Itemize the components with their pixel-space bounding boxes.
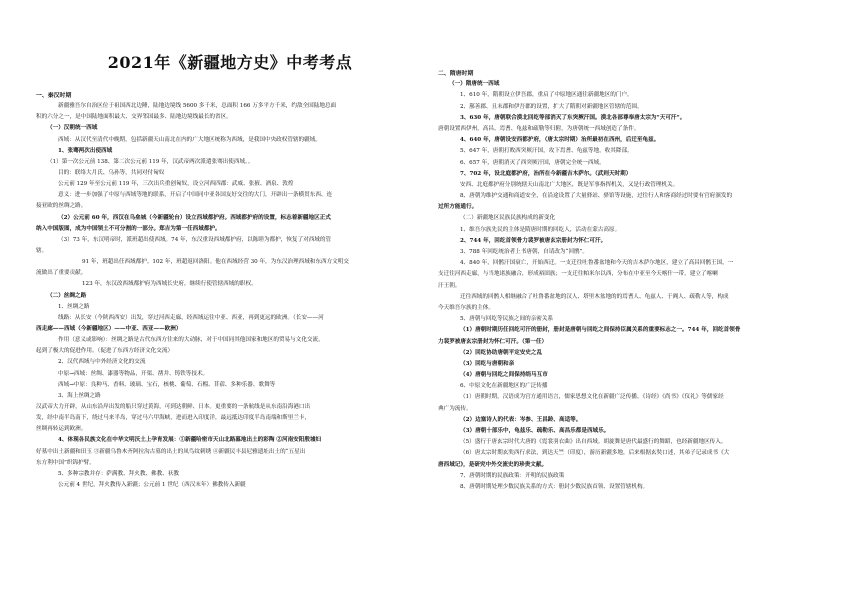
right-column-line: 力裴罗被唐玄宗册封为怀仁可汗。（第一任） (438, 338, 548, 345)
left-column-line: 纳入中国版图，成为中国领土不可分割的一部分。郑吉为第一任西域都护。 (36, 225, 221, 232)
left-column-line: 5、多种宗教并存：萨满教、拜火教、佛教、祆教 (58, 470, 180, 477)
right-column-line: （一）隋唐统一西域 (449, 81, 500, 88)
right-column-line: 5、唐朝与回纥等民族之间的亲密关系 (460, 316, 554, 323)
right-column-line: 4、840 年，回鹘汗国衰亡，开始西迁。一支迁往吐鲁番盆地和今天的吉木萨尔地区，建立了高昌回鹘王国，一 (460, 260, 734, 267)
right-column-line: 唐西域记》，是研究中外交流史的珍贵文献。 (438, 461, 548, 468)
document-title: 2021年《新疆地方史》中考考点 (107, 53, 353, 72)
right-column-line: 2、744 年，回纥首领骨力裴罗被唐玄宗册封为怀仁可汗。 (460, 237, 607, 244)
left-column-line: 丝绸再转运到欧洲。 (36, 426, 87, 433)
left-column-line: 发，经中南半岛南下，绕过马来半岛，穿过马六甲海峡，进而进入印度洋，最远抵达印度半岛南端和斯里兰卡， (36, 415, 311, 422)
left-column-line: 汉武帝大力开辟，从山东沿岸出发的船只穿过黄海，可到达朝鲜、日本。更重要的一条航线是从东南沿海港口出 (36, 403, 311, 410)
left-column-line: 123 年，东汉改西域都护府为西域长史府，继续行使管辖西域的职权。 (82, 281, 257, 288)
right-column-line: 6、657 年，唐朝消灭了西突厥汗国，唐朝完全统一西域。 (460, 159, 605, 166)
right-column-line: （5）盛行于唐玄宗时代大唐的《霓裳羽衣曲》出自西域。胡旋舞是唐代最盛行的舞蹈，也经新疆地区传入。 (460, 439, 727, 446)
left-column-line: 公元前 129 年至公元前 119 年，三次出兵重创匈奴，设立河西四郡：武威、张掖、酒泉、敦煌 (58, 181, 294, 188)
right-column-line: 4、640 年，唐朝设安西都护府，（唐太宗时期）治所最初在西州，后迁至龟兹。 (460, 137, 660, 144)
left-column-line: 一、秦汉时期 (36, 92, 72, 99)
right-column-line: 唐朝设置西伊州，高昌、焉耆、龟兹和疏勒等归附，为唐朝统一西域创造了条件。 (438, 125, 640, 132)
left-column-line: （2）公元前 60 年，西汉在乌垒城（今新疆轮台）设立西域都护府。西域都护府的设置，标志着新疆地区正式 (58, 214, 331, 221)
right-column-line: 过所方能通行。 (438, 204, 478, 211)
right-column-line: （3）回纥与唐朝和亲 (460, 360, 515, 367)
left-column-line: 好墓中出土新疆和田玉 ③新疆乌鲁木齐阿拉沟古墓的出土的凤鸟纹刺绣 ④新疆民丰县尼雅遗址出土的“五星出 (36, 448, 306, 455)
right-column-line: （6）唐太宗时期玄奘西行求法，到达天竺（印度），游历新疆多地，后来根据玄奘口述，其弟子记录成书《大 (460, 450, 730, 457)
right-column-line: 7、唐朝时期的民族政策：开明的民族政策 (460, 472, 565, 479)
right-column-line: 安西、北庭都护府分别统辖天山南北广大地区，既是军事指挥机关，又是行政管理机关。 (460, 181, 679, 188)
left-column-line: （二）丝绸之路 (47, 292, 87, 299)
right-column-line: （二）新疆地区民族民族构成的新变化 (460, 215, 556, 222)
right-column-line: 1、维吾尔族先民的主体是隋唐时期的回纥人，活动在蒙古高原。 (460, 226, 621, 233)
right-column-line: 5、647 年，唐朝打败西突厥汗国，攻下焉耆、龟兹等地，收其降部。 (460, 148, 633, 155)
right-column-line: 1、610 年，隋朝设立伊吾郡，重启了中原地区通往新疆地区的门户。 (460, 92, 633, 99)
left-column-line: 接亚欧的丝绸之路。 (36, 203, 87, 210)
left-column-line: 线路：从长安（今陕西西安）出发，穿过河西走廊，经西域运往中亚、西亚，再到更远的欧洲。（长安——河 (58, 314, 324, 321)
right-column-line: 2、鄯善郡、且末郡和伊吾郡的设置，扩大了隋朝对新疆地区管辖的范围。 (460, 103, 643, 110)
left-column-line: 东方利中国”织锦护臂。 (36, 459, 95, 466)
right-column-line: 二、隋唐时期 (438, 70, 474, 77)
right-column-line: 8、唐朝时期处理少数民族关系的方式：册封少数民族首领、设置管辖机构。 (460, 483, 649, 490)
left-column-line: 西走廊——西域（今新疆地区）——中亚、西亚——欧洲） (36, 325, 182, 332)
left-column-line: （一）汉朝统一西域 (47, 125, 98, 132)
left-column-line: 意义：进一步加强了中原与西域等地的联系，开启了中国同中亚各国友好交往的大门，开辟出一条横贯东西、连 (58, 192, 333, 199)
left-column-lines (36, 90, 424, 491)
right-column-line: （1）唐朝时期历任回纥可汗的册封，册封是唐朝与回纥之间保持臣属关系的重要标志之一。744 年，回纥首领骨 (460, 327, 741, 334)
left-column-line: 中原→西域：丝绸、漆器等物品，开渠、凿井、铸铁等技术。 (58, 370, 209, 377)
right-column-line: 6、中原文化在新疆地区的广泛传播 (460, 383, 548, 390)
right-column-line: （2）回纥协助唐朝平定安史之乱 (460, 349, 543, 356)
left-column-line: 1、丝绸之路 (58, 303, 90, 310)
left-column-line: （1）第一次公元前 138、第二次公元前 119 年，汉武帝两次派遣张骞出使西域。。 (47, 158, 254, 165)
left-column-line: 辖。 (36, 247, 48, 254)
right-column-line: 汗王朝。 (438, 282, 461, 289)
right-column-line: 支迁往河西走廊，与当地诸族融合，形成裕固族；一支迁往帕米尔以西，分布在中亚至今天喀什一带，建立了喀喇 (438, 271, 718, 278)
left-column-line: 目的：联络大月氏、乌孙等，共同对付匈奴 (58, 169, 165, 176)
right-column-line: 3、788 年回纥统治者上书唐朝，自请改为“回鹘”。 (460, 249, 589, 255)
right-column-line: 3、630 年，唐朝联合漠北回纥等部消灭了东突厥汗国。漠北各部尊奉唐太宗为“天可汗”。 (460, 114, 686, 121)
right-column-line: （4）唐朝与回纥之间保持绢马互市 (460, 372, 548, 379)
right-column-line: 典广为流传。 (438, 405, 472, 412)
left-column-line: 积的六分之一，是中国陆地面积最大、交界邻国最多、陆地边境线最长的省区。 (36, 114, 232, 121)
left-column-line: 1、张骞两次出使西域 (58, 147, 113, 154)
right-column-line: 7、702 年，设北庭都护府，治所在今新疆吉木萨尔。（武则天时期） (460, 170, 632, 177)
left-column-line: 流做出了重要贡献。 (36, 270, 87, 277)
left-column-line: 起到了极大的促进作用。（促进了东西方经济文化交流） (36, 348, 174, 355)
left-column-line: （3）73 年，东汉明帝时，派班超出使西域。74 年，东汉重设西域都护府，以陈睦为都护，恢复了对西域的管 (58, 236, 332, 243)
left-column-line: 西域：从汉代至清代中晚期，包括新疆天山南北在内的广大地区统称为西域，是我国中央政权管辖的疆域。 (58, 136, 321, 143)
left-column-line: 4、体现各民族文化在中华文明沃土上孕育发展：①新疆哈密市天山北路墓地出土的彩陶 ②河南安阳殷墟妇 (58, 437, 322, 444)
left-column-line: 3、海上丝绸之路 (58, 392, 101, 399)
left-column-line: 作用（意义或影响）：丝绸之路是古代东西方往来的大动脉，对于中国同其他国家和地区的贸易与文化交流， (58, 337, 324, 344)
right-column-lines (438, 68, 828, 493)
right-column-line: （2）边塞诗人的代表：岑参、王昌龄、高适等。 (460, 416, 582, 423)
right-column-line: （1）唐朝时期，汉语成为官方通用语言，儒家思想文化在新疆广泛传播。《诗经》《尚书》《仪礼》等儒家经 (460, 394, 724, 401)
right-column-line: 迁往西域的回鹘人相继融合了吐鲁番盆地的汉人、塔里木盆地的的焉耆人、龟兹人、于阗人、疏勒人等，构成 (460, 293, 729, 300)
left-column-line: 西域→中原：良种马、香料、玻璃、宝石，核桃、葡萄、石榴、苜蓿、多种乐器、歌舞等 (58, 381, 276, 388)
left-column-line: 公元前 4 世纪，拜火教传入新疆；公元前 1 世纪（西汉末年）佛教传入新疆 (58, 481, 246, 488)
left-column-line: 91 年，班超出任西域都护。102 年，班超返回洛阳。他在西域经营 30 年，为东汉治理西域和东西方文明交 (82, 259, 349, 266)
left-column-line: 2、汉代西域与中外经济文化的交流 (58, 359, 146, 366)
right-column-line: 今天维吾尔族的主体。 (438, 304, 494, 311)
right-column-line: 8、唐朝为维护交通和商道安全，在沿途设置了大量驿站、驿馆等设施，过往行人和客商经过时要有官府颁发的 (460, 193, 733, 200)
left-column-line: 新疆雅吾尔自治区位于祖国西北边陲，陆地边境线 5600 多千米，总面积 166 万多平方千米，约敌全国陆地总面 (58, 103, 337, 110)
right-column-line: （3）唐朝十部乐中，龟兹乐、疏勒乐、高昌乐都是西域乐。 (460, 428, 610, 434)
